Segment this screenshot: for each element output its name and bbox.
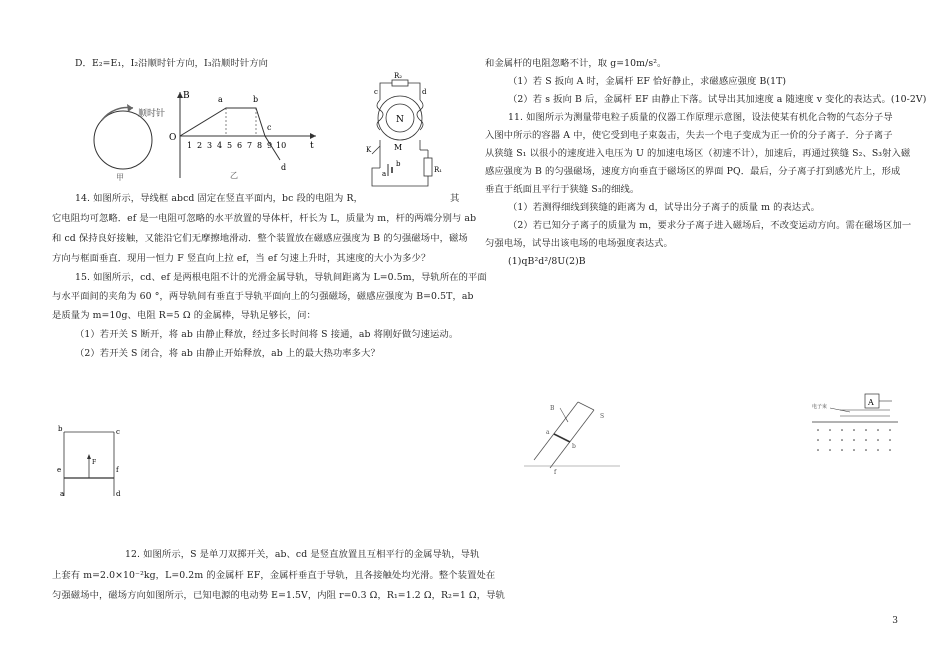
q11-line-2: 入图中所示的容器 A 中，使它受到电子束轰击，失去一个电子变成为正一价的分子离子．分子离子 <box>485 130 893 141</box>
svg-text:R₁: R₁ <box>434 166 443 174</box>
svg-text:9: 9 <box>267 141 273 150</box>
svg-text:R₂: R₂ <box>394 72 403 80</box>
svg-text:2: 2 <box>197 141 203 150</box>
caption-yi: 乙 <box>230 171 238 180</box>
svg-text:b: b <box>572 443 576 450</box>
q12-cont-line: 和金属杆的电阻忽略不计，取 g=10m/s²。 <box>485 58 667 69</box>
q14-line-4: 方向与框面垂直．现用一恒力 F 竖直向上拉 ef，当 ef 匀速上升时，其速度的大小为多少？ <box>52 253 431 264</box>
q11-line-5: 垂直于纸面且平行于狭缝 S₃的细线。 <box>485 184 640 195</box>
svg-text:b: b <box>396 160 401 168</box>
point-c: c <box>267 123 272 132</box>
y-label: B <box>183 91 190 101</box>
figure-incline <box>520 388 630 482</box>
q12-part-2: （2）若 s 扳向 B 后，金属杆 EF 由静止下落。试导出其加速度 a 随速度 v 变化的表达式。(10-2V) <box>508 94 927 105</box>
svg-text:d: d <box>422 88 427 96</box>
figure-frame <box>52 422 132 506</box>
svg-text:a: a <box>60 490 65 498</box>
q14-line-2: 它电阻均可忽略．ef 是一电阻可忽略的水平放置的导体杆，杆长为 L，质量为 m，杆的两端分别与 ab <box>52 213 477 224</box>
svg-text:d: d <box>116 490 121 498</box>
origin-label: O <box>169 133 177 143</box>
svg-text:7: 7 <box>247 141 253 150</box>
q12-line-1: 12. 如图所示，S 是单刀双掷开关，ab、cd 是竖直放置且互相平行的金属导轨，导轨 <box>125 549 480 560</box>
svg-text:c: c <box>374 88 378 96</box>
svg-text:e: e <box>57 466 62 474</box>
point-b: b <box>253 95 259 104</box>
figure-yi-graph <box>168 88 328 192</box>
svg-text:b: b <box>58 425 63 433</box>
page-number: 3 <box>892 616 898 626</box>
svg-text:f: f <box>116 466 119 474</box>
q11-line-4: 感应强度为 B 的匀强磁场，速度方向垂直于磁场区的界面 PQ．最后，分子离子打到感光片上，形成 <box>485 166 901 177</box>
svg-text:5: 5 <box>227 141 233 150</box>
q11-part-1: （1）若测得细线到狭缝的距离为 d，试导出分子离子的质量 m 的表达式。 <box>508 202 821 213</box>
svg-text:M: M <box>394 143 403 152</box>
q12-part-1: （1）若 S 扳向 A 时，金属杆 EF 恰好静止，求磁感应强度 B(1T) <box>508 76 787 87</box>
svg-text:F: F <box>92 459 97 466</box>
q14-line-1-end: 其 <box>450 193 460 204</box>
svg-text:电子束: 电子束 <box>812 404 828 410</box>
svg-text:c: c <box>116 428 120 436</box>
option-d: D．E₂=E₁，I₂沿顺时针方向，I₃沿顺时针方向 <box>75 58 269 69</box>
q12-line-2: 上套有 m=2.0×10⁻²kg，L=0.2m 的金属杆 EF，金属杆垂直于导轨，且各接触处均光滑。整个装置处在 <box>52 570 496 581</box>
q15-part-2: （2）若开关 S 闭合，将 ab 由静止开始释放，ab 上的最大热功率多大？ <box>75 348 380 359</box>
q14-line-3: 和 cd 保持良好接触，又能沿它们无摩擦地滑动．整个装置放在磁感应强度为 B 的匀强磁场中，磁场 <box>52 233 468 244</box>
q11-line-3: 从狭缝 S₁ 以很小的速度进入电压为 U 的加速电场区（初速不计），加速后，再通过狭缝 S₂、S₃射入磁 <box>485 148 911 159</box>
q15-line-1: 15. 如图所示，cd、ef 是两根电阻不计的光滑金属导轨，导轨间距离为 L=0.5m，导轨所在的平面 <box>75 272 487 283</box>
caption-jia: 甲 <box>116 173 124 182</box>
svg-text:a: a <box>382 170 387 178</box>
svg-text:4: 4 <box>217 141 223 150</box>
field-dots <box>817 429 891 451</box>
q15-part-1: （1）若开关 S 断开，将 ab 由静止释放，经过多长时间将 S 接通，ab 将刚好做匀速运动。 <box>75 329 459 340</box>
figure-jia <box>88 98 168 187</box>
svg-text:A: A <box>868 398 874 407</box>
svg-text:N: N <box>396 115 404 125</box>
q11-part-2: （2）若已知分子离子的质量为 m，要求分子离子进入磁场后，不改变运动方向。需在磁场区加一 <box>508 220 912 231</box>
point-a: a <box>218 95 223 104</box>
q15-line-2: 与水平面间的夹角为 60 °，两导轨间有垂直于导轨平面向上的匀强磁场，磁感应强度为 B=0.5T，ab <box>52 291 474 302</box>
q15-line-3: 是质量为 m=10g、电阻 R=5 Ω 的金属棒，导轨足够长，问： <box>52 310 316 321</box>
q11-line-1: 11. 如图所示为测量带电粒子质量的仪器工作原理示意图，设法使某有机化合物的气态分子导 <box>508 112 893 123</box>
svg-text:B: B <box>550 405 555 412</box>
svg-text:1: 1 <box>187 141 193 150</box>
q12-line-3: 匀强磁场中，磁场方向如图所示，已知电源的电动势 E=1.5V，内阻 r=0.3 Ω，R₁=1.2 Ω，R₂=1 Ω，导轨 <box>52 590 505 601</box>
q11-line-8: 匀强电场，试导出该电场的电场强度表达式。 <box>485 238 673 249</box>
q14-line-1: 14. 如图所示，导线框 abcd 固定在竖直平面内，bc 段的电阻为 R， <box>75 193 363 204</box>
svg-text:a: a <box>546 429 550 436</box>
svg-text:10: 10 <box>276 141 287 150</box>
svg-text:3: 3 <box>207 141 213 150</box>
svg-text:K: K <box>366 146 372 154</box>
figure-circuit <box>358 72 448 201</box>
arrow-label: 顺时针 <box>138 109 166 119</box>
point-d: d <box>281 163 287 172</box>
figure-mass-spectrometer <box>810 382 900 466</box>
svg-text:6: 6 <box>237 141 243 150</box>
svg-text:S: S <box>600 413 605 420</box>
q11-answer: (1)qB²d²/8U(2)B <box>508 256 586 267</box>
svg-text:f: f <box>554 469 557 476</box>
svg-text:8: 8 <box>257 141 263 150</box>
x-label: t <box>310 141 314 151</box>
